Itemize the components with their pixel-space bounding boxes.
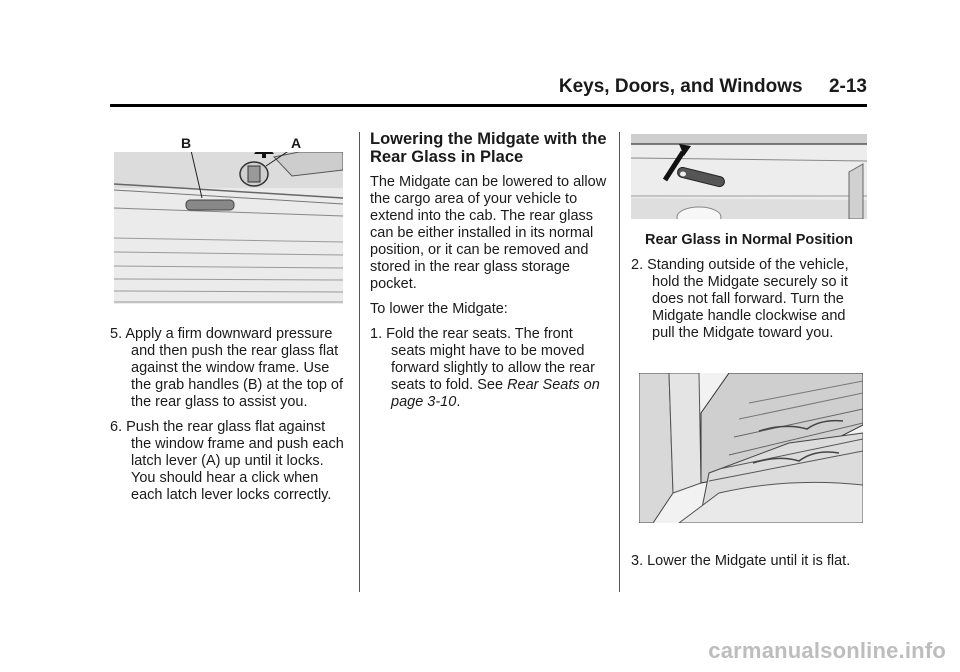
callout-label-b: B bbox=[181, 135, 192, 151]
step-1-end: . bbox=[456, 394, 461, 410]
column-right-upper bbox=[631, 232, 867, 350]
column-divider-left bbox=[359, 132, 360, 592]
rear-glass-latch-illustration bbox=[114, 152, 343, 304]
section-heading: Lowering the Midgate with the Rear Glass in Place bbox=[370, 130, 607, 166]
rear-seats-reference: Rear Seats on page 3-10 bbox=[391, 377, 600, 410]
callout-label-a: A bbox=[291, 135, 302, 151]
midgate-lowered-illustration bbox=[639, 373, 863, 523]
step-1 bbox=[370, 326, 608, 411]
figure-caption: Rear Glass in Normal Position bbox=[645, 232, 853, 248]
step-3: 3. Lower the Midgate until it is flat. bbox=[631, 553, 851, 569]
step-6: 6. Push the rear glass flat against the window frame and push each latch lever (A) up until it locks. You should hear a click when each latch lever locks correctly. bbox=[110, 419, 344, 503]
column-right-lower bbox=[631, 553, 867, 578]
intro-paragraph: The Midgate can be lowered to allow the cargo area of your vehicle to extend into the cab. The rear glass can be either installed in its normal position, or it can be removed and stored in the rear glass storage pocket. bbox=[370, 174, 607, 292]
step-2: 2. Standing outside of the vehicle, hold the Midgate securely so it does not fall forward. Turn the Midgate handle clockwise and pull the Midgate toward you. bbox=[631, 257, 849, 341]
step-1-text: 1. Fold the rear seats. The front seats might have to be moved forward slightly to allow the rear seats to fold. See bbox=[370, 326, 595, 393]
step-5: 5. Apply a firm downward pressure and then push the rear glass flat against the window frame. Use the grab handles (B) at the top of the rear glass to assist you. bbox=[110, 326, 343, 410]
instruction-lead: To lower the Midgate: bbox=[370, 301, 508, 317]
page-title: Keys, Doors, and Windows 2-13 bbox=[558, 76, 867, 97]
rear-glass-normal-illustration bbox=[631, 134, 867, 219]
page-header bbox=[110, 70, 867, 107]
watermark: carmanualsonline.info bbox=[708, 638, 946, 663]
column-divider-right bbox=[619, 132, 620, 592]
column-left bbox=[110, 326, 347, 512]
column-middle bbox=[370, 130, 608, 419]
